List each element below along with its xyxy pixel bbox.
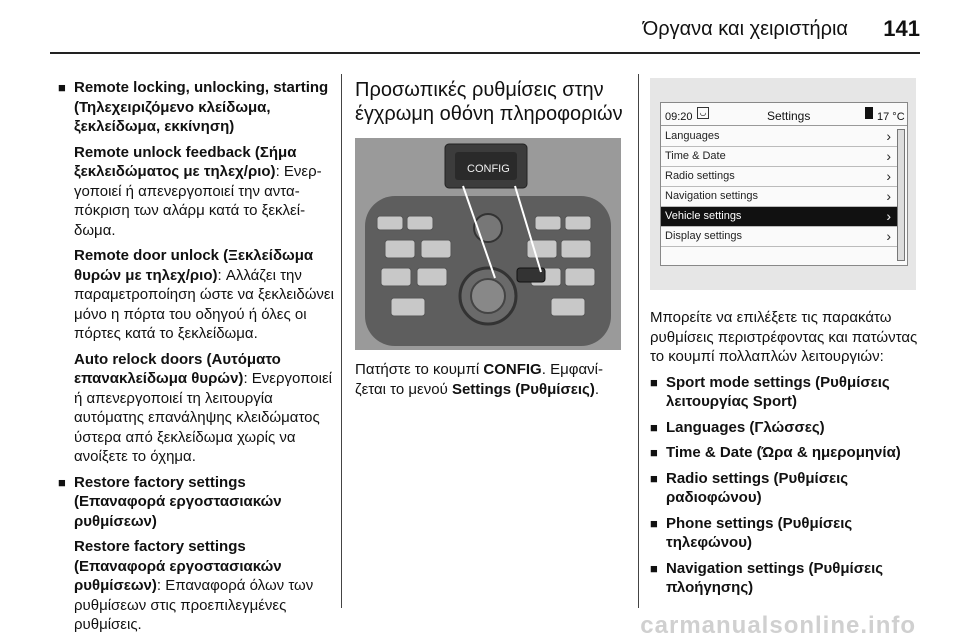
list-item — [650, 373, 922, 412]
bullet-icon: ■ — [650, 560, 658, 576]
header-title: Όργανα και χειριστήρια — [642, 18, 848, 40]
list-item-restore-factory — [58, 473, 334, 635]
intro-paragraph: Μπορείτε να επιλέξετε τις παρακάτω ρυθμίσεις περιστρέφοντας και πατώντας το κουμπί πολλαπλών λειτουργιών: — [650, 309, 918, 365]
settings-screen-image — [650, 78, 916, 290]
clock-icon: ◡ — [697, 107, 709, 119]
watermark: carmanualsonline.info — [640, 612, 916, 639]
description: : Ενεργοποιεί ή απενεργοποιεί τη λειτουργία αυτόματης επανάληψης κλειδώματος ύστερα από ξεκλείδωμα χωρίς να ανοίξετε το όχημα. — [74, 370, 332, 465]
header-rule — [50, 52, 920, 54]
settings-menu-item — [661, 147, 897, 167]
bullet-icon: ■ — [650, 445, 658, 460]
menu-item-label: Languages — [665, 130, 720, 142]
paragraph-remote-unlock-feedback — [74, 143, 334, 241]
item-title: Remote locking, unlocking, starting (Τηλεχειριζόμενο κλείδωμα, ξεκλείδωμα, εκκίνηση) — [74, 79, 329, 135]
term: Remote unlock feedback (Σήμα ξεκλειδώματος με τηλεχ/ριο) — [74, 143, 297, 180]
settings-menu-item — [661, 227, 897, 247]
description: : Επαναφορά όλων των ρυθμίσεων στις προεπιλεγμένες ρυθμίσεις. — [74, 577, 314, 633]
list-item — [650, 418, 922, 438]
list-item — [650, 514, 922, 553]
settings-term: Settings (Ρυθμίσεις) — [451, 380, 595, 398]
bullet-icon: ■ — [650, 419, 658, 435]
term: Auto relock doors (Αυτόματο επανακλείδωμα θυρών) — [74, 350, 281, 387]
text: . — [594, 380, 599, 398]
bullet-icon: ■ — [650, 515, 658, 531]
menu-item-label: Vehicle settings — [665, 210, 742, 222]
bullet-icon: ■ — [58, 80, 66, 95]
settings-menu-item — [661, 167, 897, 187]
chevron-right-icon: › — [886, 128, 891, 144]
description: : Αλλάζει την παραμετροποίηση ώστε να ξεκλειδώνει μόνο η πόρτα του οδηγού ή όλες οι πόρτες κατά το ξεκλείδωμα. — [74, 266, 334, 342]
chevron-right-icon: › — [886, 168, 891, 184]
display-frame — [660, 102, 908, 266]
description: : Ενεργοποιεί ή απενεργοποιεί την ανταπόκριση των αλάρμ κατά το ξεκλείδωμα. — [74, 163, 322, 239]
list-item-label: Languages (Γλώσσες) — [666, 418, 825, 436]
list-item-label: Phone settings (Ρυθμίσεις τηλεφώνου) — [666, 514, 853, 551]
page-header — [0, 0, 960, 52]
config-term: CONFIG — [483, 361, 542, 378]
chevron-right-icon: › — [886, 208, 891, 224]
column-2 — [355, 78, 625, 399]
item-title: Restore factory settings (Επαναφορά εργοστασιακών ρυθμίσεων) — [74, 473, 282, 530]
display-time: 09:20 — [665, 111, 693, 123]
list-item-remote-locking — [58, 78, 334, 467]
display-status-bar — [661, 103, 907, 126]
list-item — [650, 469, 922, 508]
paragraph-config-instruction — [355, 360, 625, 399]
chevron-right-icon: › — [886, 148, 891, 164]
column-1 — [58, 78, 334, 635]
list-item-label: Navigation settings (Ρυθμίσεις πλοήγησης) — [666, 559, 884, 596]
control-panel-photo — [355, 138, 621, 350]
settings-menu-item — [661, 207, 897, 227]
section-heading: Προσωπικές ρυθμίσεις στην έγχρωμη οθόνη πληροφοριών — [355, 79, 623, 125]
list-item-label: Time & Date (Ώρα & ημερομηνία) — [666, 444, 901, 461]
list-item-label: Radio settings (Ρυθμίσεις ραδιοφώνου) — [666, 469, 849, 506]
text: . Εμφανίζεται το μενού — [355, 361, 603, 398]
bullet-icon: ■ — [650, 470, 658, 486]
paragraph-restore-factory — [74, 537, 334, 635]
list-item — [650, 443, 922, 463]
chevron-right-icon: › — [886, 188, 891, 204]
signal-icon — [865, 107, 873, 119]
menu-item-label: Time & Date — [665, 150, 726, 162]
bullet-icon: ■ — [650, 374, 658, 390]
column-3 — [650, 78, 922, 598]
column-divider-2 — [638, 74, 639, 608]
scrollbar — [897, 129, 905, 261]
config-button-label: CONFIG — [467, 163, 510, 175]
display-temperature: 17 °C — [877, 111, 905, 123]
page-number: 141 — [883, 16, 920, 41]
menu-item-label: Navigation settings — [665, 190, 758, 202]
text: Πατήστε το κουμπί — [355, 361, 484, 378]
display-title: Settings — [767, 109, 811, 123]
paragraph-remote-door-unlock — [74, 246, 334, 344]
settings-menu-item — [661, 127, 897, 147]
bullet-icon: ■ — [58, 474, 66, 490]
column-divider-1 — [341, 74, 342, 608]
settings-bullet-list — [650, 373, 922, 598]
settings-menu — [661, 127, 897, 247]
list-item-label: Sport mode settings (Ρυθμίσεις λειτουργίας Sport) — [666, 373, 890, 410]
settings-menu-item — [661, 187, 897, 207]
menu-item-label: Radio settings — [665, 170, 735, 182]
chevron-right-icon: › — [886, 228, 891, 244]
term: Remote door unlock (Ξεκλείδωμα θυρών με τηλεχ/ριο) — [74, 247, 314, 284]
list-item — [650, 559, 922, 598]
term: Restore factory settings (Επαναφορά εργοστασιακών ρυθμίσεων) — [74, 538, 282, 594]
menu-item-label: Display settings — [665, 230, 743, 242]
paragraph-auto-relock — [74, 350, 334, 467]
